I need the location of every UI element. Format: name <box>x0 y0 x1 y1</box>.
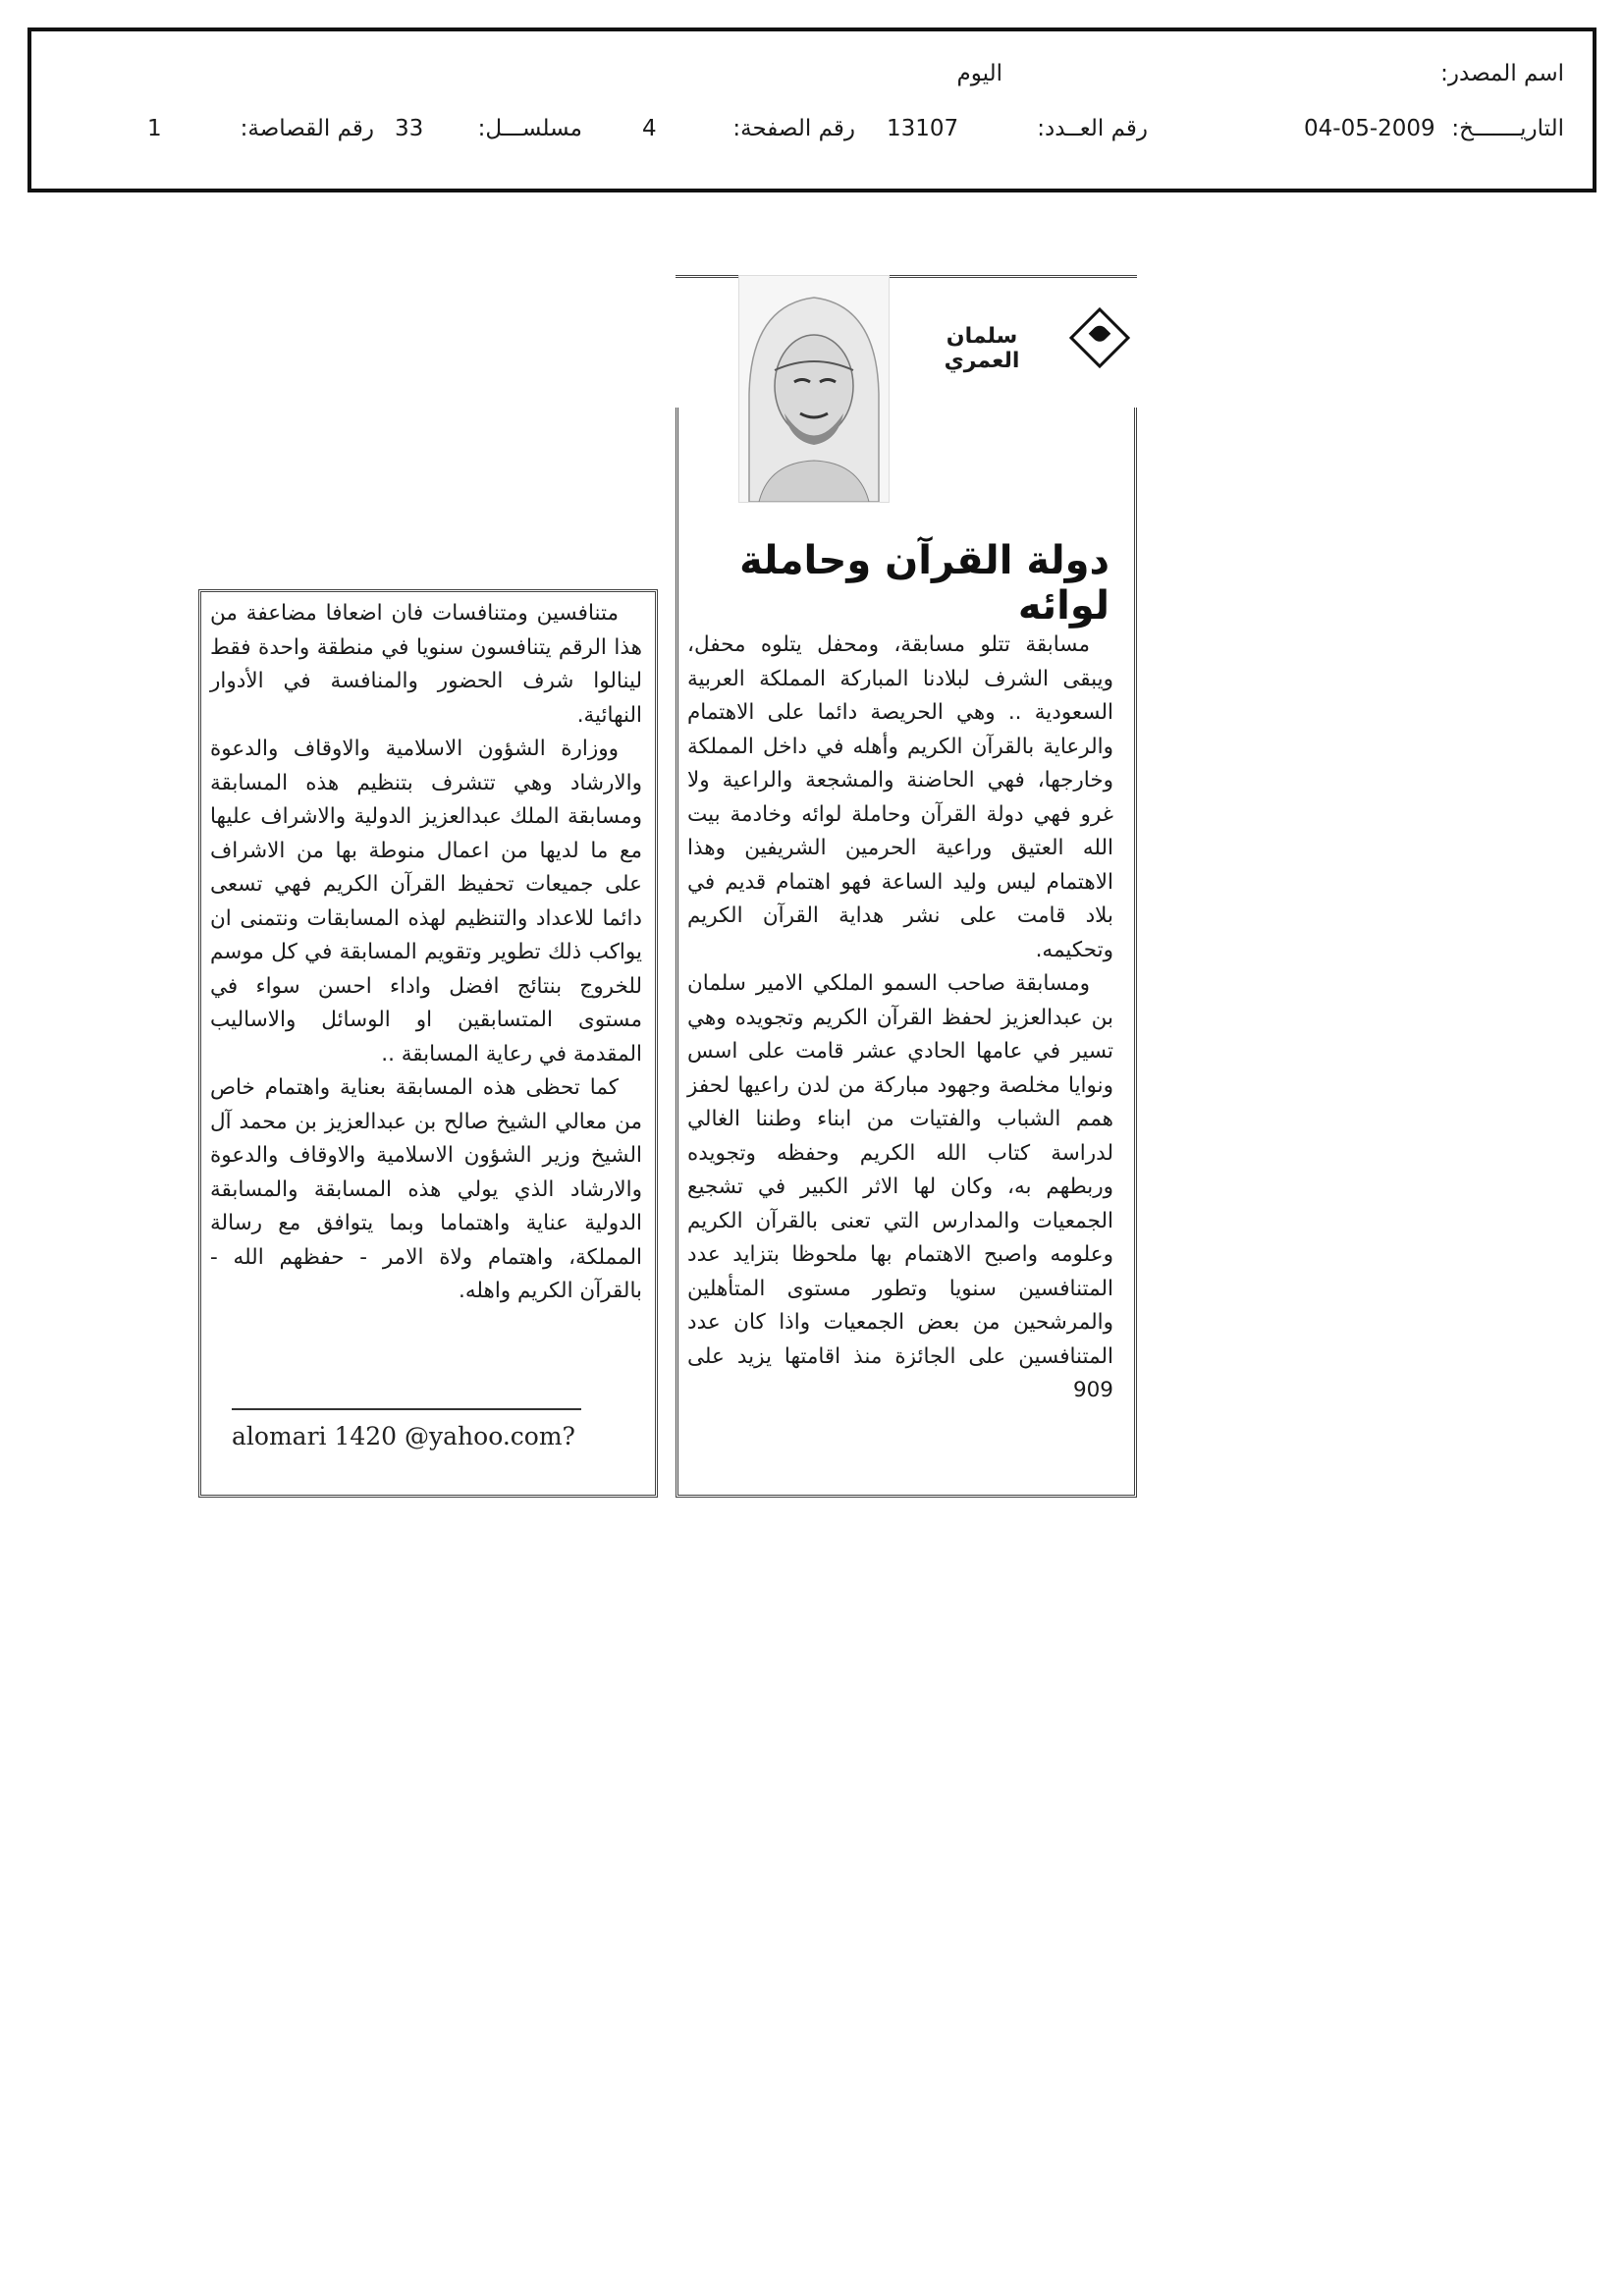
paragraph: ووزارة الشؤون الاسلامية والاوقاف والدعوة والارشاد وهي تتشرف بتنظيم هذه المسابقة ومسابقة الملك عبدالعزيز الدولية والاشراف عليها مع ما لديها من اعمال منوطة بها من الاشراف على جميعات تحفيظ القرآن الكريم فهي تسعى دائما للاعداد والتنظيم لهذه المسابقات ونتمنى ان يواكب ذلك تطوير وتقويم المسابقة في كل موسم للخروج بنتائج افضل واداء احسن سواء في مستوى المتسابقين او الوسائل والاساليب المقدمة في رعاية المسابقة .. <box>210 737 642 1066</box>
date-label: التاريـــــــخ: <box>1451 116 1564 141</box>
article-column-left <box>210 597 642 1309</box>
page-value: 4 <box>642 116 657 141</box>
issue-value: 13107 <box>887 116 959 141</box>
page-label: رقم الصفحة: <box>732 116 855 141</box>
article-column-right <box>687 629 1113 1408</box>
paragraph: مسابقة تتلو مسابقة، ومحفل يتلوه محفل، ويبقى الشرف لبلادنا المباركة المملكة العربية السعودية .. وهي الحريصة دائما على الاهتمام والرعاية بالقرآن الكريم وأهله في داخل المملكة وخارجها، فهي الحاضنة والمشجعة والراعية ولا غرو فهي دولة القرآن وحاملة لوائه وخادمة بيت الله العتيق وراعية الحرمين الشريفين وهذا الاهتمام ليس وليد الساعة فهو اهتمام قديم في بلاد قامت على نشر هداية القرآن الكريم وتحكيمه. <box>687 632 1113 962</box>
serial-value: 33 <box>395 116 424 141</box>
issue-label: رقم العــدد: <box>1037 116 1148 141</box>
author-email: alomari 1420 @yahoo.com? <box>232 1422 575 1450</box>
clipping-info-box <box>27 27 1596 192</box>
date-value: 04-05-2009 <box>1304 116 1435 141</box>
source-label: اسم المصدر: <box>1440 61 1564 86</box>
article-headline: دولة القرآن وحاملة لوائه <box>739 538 1109 629</box>
author-photo <box>738 275 890 503</box>
author-name: سلمان العمري <box>944 324 1020 373</box>
paragraph: ومسابقة صاحب السمو الملكي الامير سلمان بن عبدالعزيز لحفظ القرآن الكريم وتجويده وهي تسير في عامها الحادي عشر قامت على اسس ونوايا مخلصة وجهود مباركة من لدن راعيها لحفز همم الشباب والفتيات من ابناء وطننا الغالي لدراسة كتاب الله الكريم وحفظه وتجويده وربطهم به، وكان لها الاثر الكبير في تشجيع الجمعيات والمدارس التي تعنى بالقرآن الكريم وعلومه واصبح الاهتمام بها ملحوظا بتزايد عدد المتنافسين سنويا وتطور مستوى المتأهلين والمرشحين من بعض الجمعيات واذا كان عدد المتنافسين على الجائزة منذ اقامتها يزيد على 909 <box>687 971 1113 1402</box>
paragraph: كما تحظى هذه المسابقة بعناية واهتمام خاص من معالي الشيخ صالح بن عبدالعزيز بن محمد آل الشيخ وزير الشؤون الاسلامية والاوقاف والدعوة والارشاد الذي يولي هذه المسابقة والمسابقة الدولية عناية واهتماما وبما يتوافق مع رسالة المملكة، واهتمام ولاة الامر - حفظهم الله - بالقرآن الكريم واهله. <box>210 1075 642 1303</box>
source-value: اليوم <box>956 61 1002 86</box>
paragraph: متنافسين ومتنافسات فان اضعافا مضاعفة من هذا الرقم يتنافسون سنويا في منطقة واحدة فقط لينالوا شرف الحضور والمنافسة في الأدوار النهائية. <box>210 601 642 728</box>
signature-divider <box>232 1408 581 1410</box>
serial-label: مسلســـل: <box>477 116 582 141</box>
clip-label: رقم القصاصة: <box>240 116 374 141</box>
clip-value: 1 <box>147 116 162 141</box>
